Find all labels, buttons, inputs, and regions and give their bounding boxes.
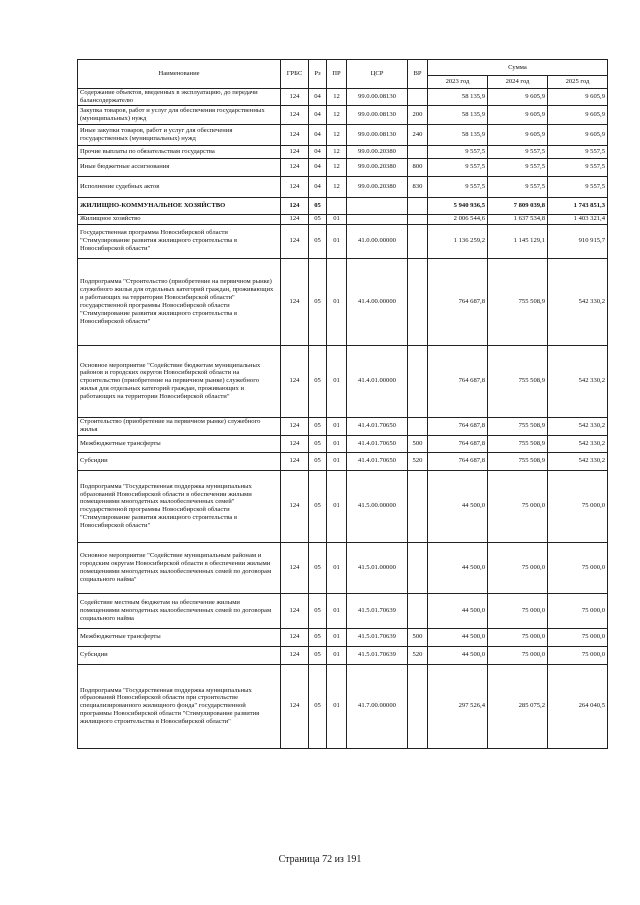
row-name: Субсидии: [78, 646, 281, 664]
row-amount-2023: 1 136 259,2: [428, 224, 488, 258]
row-amount-2025: 542 330,2: [548, 435, 608, 452]
row-amount-2025: 75 000,0: [548, 646, 608, 664]
table-row: [78, 89, 608, 106]
row-csr: 41.5.01.00000: [347, 542, 408, 593]
row-amount-2024: 755 508,9: [488, 345, 548, 417]
header-year-2025: 2025 год: [548, 76, 608, 89]
row-amount-2024: 9 605,9: [488, 124, 548, 145]
row-name: Основное мероприятие "Содействие бюджетам муниципальных районов и городских округов Новосибирской области на строительство (приобретение на первичном рынке) служебного жилья для отдельных категорий граждан, проживающих и работающих на территории Новосибирской области": [78, 345, 281, 417]
row-name: Субсидии: [78, 452, 281, 470]
row-amount-2025: 264 040,5: [548, 664, 608, 748]
row-vr: [408, 542, 428, 593]
row-pr: 12: [327, 158, 347, 176]
row-pr: 01: [327, 417, 347, 435]
row-amount-2023: 297 526,4: [428, 664, 488, 748]
row-rz: 05: [309, 646, 327, 664]
row-amount-2023: 9 557,5: [428, 176, 488, 197]
row-name: Иные закупки товаров, работ и услуг для обеспечения государственных (муниципальных) нужд: [78, 124, 281, 145]
row-rz: 05: [309, 417, 327, 435]
row-vr: 200: [408, 105, 428, 124]
row-amount-2025: 9 605,9: [548, 124, 608, 145]
row-vr: [408, 145, 428, 158]
table-row: [78, 646, 608, 664]
row-name: Подпрограмма "Строительство (приобретение на первичном рынке) служебного жилья для отдельных категорий граждан, проживающих и работающих на территории Новосибирской области" государственной программы Новосибирской области "Стимулирование развития жилищного строительства в Новосибирской области": [78, 258, 281, 345]
row-amount-2025: 9 605,9: [548, 89, 608, 106]
row-amount-2023: 9 557,5: [428, 158, 488, 176]
row-amount-2025: 910 915,7: [548, 224, 608, 258]
row-csr: [347, 214, 408, 224]
row-amount-2023: 58 135,9: [428, 124, 488, 145]
row-vr: [408, 664, 428, 748]
row-amount-2023: 44 500,0: [428, 628, 488, 646]
row-amount-2024: 75 000,0: [488, 593, 548, 628]
row-amount-2025: 542 330,2: [548, 417, 608, 435]
row-amount-2024: 75 000,0: [488, 470, 548, 542]
row-vr: [408, 470, 428, 542]
table-row: [78, 158, 608, 176]
row-rz: 05: [309, 345, 327, 417]
row-amount-2023: 58 135,9: [428, 89, 488, 106]
row-name: Подпрограмма "Государственная поддержка муниципальных образований Новосибирской области в обеспечении жилыми помещениями многодетных малообеспеченных семей" государственной программы Новосибирской области "Стимулирование развития жилищного строительства в Новосибирской области": [78, 470, 281, 542]
row-pr: 12: [327, 124, 347, 145]
row-csr: 99.0.00.20380: [347, 158, 408, 176]
row-pr: 12: [327, 145, 347, 158]
row-pr: 12: [327, 89, 347, 106]
row-rz: 05: [309, 542, 327, 593]
row-amount-2025: 75 000,0: [548, 542, 608, 593]
header-vr: ВР: [408, 60, 428, 89]
row-pr: 12: [327, 105, 347, 124]
row-csr: 99.0.00.20380: [347, 145, 408, 158]
row-pr: 01: [327, 214, 347, 224]
row-grbs: 124: [281, 542, 309, 593]
row-vr: 500: [408, 628, 428, 646]
row-amount-2023: 764 687,8: [428, 258, 488, 345]
row-pr: 01: [327, 646, 347, 664]
row-amount-2024: 755 508,9: [488, 258, 548, 345]
row-grbs: 124: [281, 646, 309, 664]
row-vr: [408, 197, 428, 214]
row-rz: 05: [309, 224, 327, 258]
row-vr: [408, 345, 428, 417]
row-amount-2025: 542 330,2: [548, 258, 608, 345]
row-rz: 05: [309, 470, 327, 542]
table-row: [78, 105, 608, 124]
row-pr: [327, 197, 347, 214]
row-amount-2024: 755 508,9: [488, 435, 548, 452]
table-row: [78, 664, 608, 748]
row-csr: 41.4.01.70650: [347, 452, 408, 470]
row-vr: 830: [408, 176, 428, 197]
row-grbs: 124: [281, 664, 309, 748]
header-name: Наименование: [78, 60, 281, 89]
row-vr: 240: [408, 124, 428, 145]
row-rz: 04: [309, 105, 327, 124]
row-amount-2025: 9 557,5: [548, 176, 608, 197]
row-name: Прочие выплаты по обязательствам государства: [78, 145, 281, 158]
row-csr: 41.4.01.70650: [347, 435, 408, 452]
row-vr: [408, 593, 428, 628]
row-grbs: 124: [281, 345, 309, 417]
row-name: Межбюджетные трансферты: [78, 628, 281, 646]
row-name: Содействие местным бюджетам на обеспечение жилыми помещениями многодетных малообеспеченных семей по договорам социального найма: [78, 593, 281, 628]
row-pr: 01: [327, 593, 347, 628]
row-grbs: 124: [281, 89, 309, 106]
header-year-2023: 2023 год: [428, 76, 488, 89]
row-rz: 04: [309, 124, 327, 145]
row-name: Жилищное хозяйство: [78, 214, 281, 224]
row-amount-2023: 764 687,8: [428, 435, 488, 452]
row-amount-2025: 9 605,9: [548, 105, 608, 124]
header-sum: Сумма: [428, 60, 608, 76]
row-rz: 04: [309, 89, 327, 106]
row-grbs: 124: [281, 417, 309, 435]
header-pr: ПР: [327, 60, 347, 89]
row-name: Подпрограмма "Государственная поддержка муниципальных образований Новосибирской области при строительстве специализированного жилищного фонда" государственной программы Новосибирской области "Стимулирование развития жилищного строительства в Новосибирской области": [78, 664, 281, 748]
row-amount-2025: 75 000,0: [548, 593, 608, 628]
row-csr: 41.5.01.70639: [347, 646, 408, 664]
row-vr: [408, 258, 428, 345]
header-grbs: ГРБС: [281, 60, 309, 89]
row-rz: 05: [309, 452, 327, 470]
row-pr: 01: [327, 258, 347, 345]
table-row: [78, 435, 608, 452]
row-amount-2023: 5 940 936,5: [428, 197, 488, 214]
row-amount-2023: 764 687,8: [428, 345, 488, 417]
row-vr: 520: [408, 646, 428, 664]
row-amount-2024: 755 508,9: [488, 417, 548, 435]
row-grbs: 124: [281, 435, 309, 452]
row-vr: [408, 89, 428, 106]
row-amount-2024: 9 605,9: [488, 89, 548, 106]
row-name: Исполнение судебных актов: [78, 176, 281, 197]
row-pr: 01: [327, 542, 347, 593]
row-amount-2024: 1 637 534,8: [488, 214, 548, 224]
row-amount-2024: 75 000,0: [488, 646, 548, 664]
row-amount-2023: 764 687,8: [428, 417, 488, 435]
row-amount-2024: 7 809 039,8: [488, 197, 548, 214]
row-amount-2025: 542 330,2: [548, 452, 608, 470]
row-name: Иные бюджетные ассигнования: [78, 158, 281, 176]
row-csr: 41.5.01.70639: [347, 593, 408, 628]
row-grbs: 124: [281, 197, 309, 214]
row-amount-2025: 9 557,5: [548, 158, 608, 176]
row-amount-2024: 9 557,5: [488, 145, 548, 158]
row-rz: 05: [309, 593, 327, 628]
row-grbs: 124: [281, 258, 309, 345]
row-name: Содержание объектов, введенных в эксплуатацию, до передачи балансодержателю: [78, 89, 281, 106]
row-csr: [347, 197, 408, 214]
row-grbs: 124: [281, 105, 309, 124]
row-vr: [408, 214, 428, 224]
row-amount-2023: 44 500,0: [428, 646, 488, 664]
table-row: [78, 124, 608, 145]
table-row: [78, 145, 608, 158]
row-amount-2025: 1 403 321,4: [548, 214, 608, 224]
row-vr: [408, 417, 428, 435]
row-csr: 99.0.00.08130: [347, 105, 408, 124]
row-amount-2025: 1 743 851,3: [548, 197, 608, 214]
header-rz: Рз: [309, 60, 327, 89]
table-row: [78, 542, 608, 593]
row-csr: 41.4.01.70650: [347, 417, 408, 435]
row-rz: 05: [309, 435, 327, 452]
row-csr: 41.4.00.00000: [347, 258, 408, 345]
row-csr: 41.7.00.00000: [347, 664, 408, 748]
row-amount-2024: 9 557,5: [488, 176, 548, 197]
row-grbs: 124: [281, 593, 309, 628]
row-amount-2024: 755 508,9: [488, 452, 548, 470]
row-amount-2023: 2 006 544,6: [428, 214, 488, 224]
row-pr: 01: [327, 628, 347, 646]
row-name: Межбюджетные трансферты: [78, 435, 281, 452]
row-pr: 01: [327, 452, 347, 470]
row-name: Строительство (приобретение на первичном рынке) служебного жилья: [78, 417, 281, 435]
row-name: Закупка товаров, работ и услуг для обеспечения государственных (муниципальных) нужд: [78, 105, 281, 124]
table-row: [78, 452, 608, 470]
row-grbs: 124: [281, 452, 309, 470]
row-csr: 41.4.01.00000: [347, 345, 408, 417]
row-amount-2023: 58 135,9: [428, 105, 488, 124]
row-amount-2025: 9 557,5: [548, 145, 608, 158]
row-grbs: 124: [281, 124, 309, 145]
table-row: [78, 345, 608, 417]
row-amount-2024: 1 145 129,1: [488, 224, 548, 258]
row-amount-2024: 9 605,9: [488, 105, 548, 124]
row-pr: 01: [327, 664, 347, 748]
table-row: [78, 470, 608, 542]
row-vr: 800: [408, 158, 428, 176]
row-grbs: 124: [281, 145, 309, 158]
row-amount-2024: 75 000,0: [488, 542, 548, 593]
row-name: Государственная программа Новосибирской области "Стимулирование развития жилищного строительства в Новосибирской области": [78, 224, 281, 258]
table-row: [78, 258, 608, 345]
row-csr: 99.0.00.08130: [347, 124, 408, 145]
row-name: Основное мероприятие "Содействие муниципальным районам и городским округам Новосибирской области в обеспечении жилыми помещениями многодетных малообеспеченных семей по договорам социального найма": [78, 542, 281, 593]
row-amount-2024: 75 000,0: [488, 628, 548, 646]
header-year-2024: 2024 год: [488, 76, 548, 89]
row-amount-2023: 44 500,0: [428, 542, 488, 593]
row-pr: 01: [327, 435, 347, 452]
row-rz: 05: [309, 214, 327, 224]
row-amount-2025: 75 000,0: [548, 470, 608, 542]
row-vr: [408, 224, 428, 258]
row-rz: 05: [309, 664, 327, 748]
row-csr: 41.5.00.00000: [347, 470, 408, 542]
row-vr: 500: [408, 435, 428, 452]
table-row: [78, 197, 608, 214]
row-pr: 01: [327, 470, 347, 542]
header-csr: ЦСР: [347, 60, 408, 89]
row-amount-2023: 44 500,0: [428, 470, 488, 542]
row-grbs: 124: [281, 214, 309, 224]
row-name: ЖИЛИЩНО-КОММУНАЛЬНОЕ ХОЗЯЙСТВО: [78, 197, 281, 214]
table-row: [78, 593, 608, 628]
row-grbs: 124: [281, 470, 309, 542]
row-csr: 41.0.00.00000: [347, 224, 408, 258]
row-amount-2023: 764 687,8: [428, 452, 488, 470]
row-csr: 99.0.00.20380: [347, 176, 408, 197]
row-rz: 04: [309, 176, 327, 197]
row-pr: 12: [327, 176, 347, 197]
page-number: Страница 72 из 191: [278, 854, 362, 865]
row-csr: 41.5.01.70639: [347, 628, 408, 646]
row-rz: 05: [309, 628, 327, 646]
row-grbs: 124: [281, 224, 309, 258]
row-rz: 04: [309, 145, 327, 158]
row-amount-2023: 44 500,0: [428, 593, 488, 628]
row-rz: 04: [309, 158, 327, 176]
row-pr: 01: [327, 345, 347, 417]
table-row: [78, 176, 608, 197]
table-row: [78, 224, 608, 258]
row-vr: 520: [408, 452, 428, 470]
row-amount-2025: 542 330,2: [548, 345, 608, 417]
table-row: [78, 214, 608, 224]
row-pr: 01: [327, 224, 347, 258]
table-row: [78, 628, 608, 646]
budget-table: [77, 59, 608, 749]
row-grbs: 124: [281, 158, 309, 176]
row-grbs: 124: [281, 628, 309, 646]
table-body: [78, 89, 608, 749]
row-rz: 05: [309, 258, 327, 345]
row-rz: 05: [309, 197, 327, 214]
row-amount-2024: 9 557,5: [488, 158, 548, 176]
row-amount-2025: 75 000,0: [548, 628, 608, 646]
row-csr: 99.0.00.08130: [347, 89, 408, 106]
table-row: [78, 417, 608, 435]
row-grbs: 124: [281, 176, 309, 197]
row-amount-2024: 285 075,2: [488, 664, 548, 748]
row-amount-2023: 9 557,5: [428, 145, 488, 158]
